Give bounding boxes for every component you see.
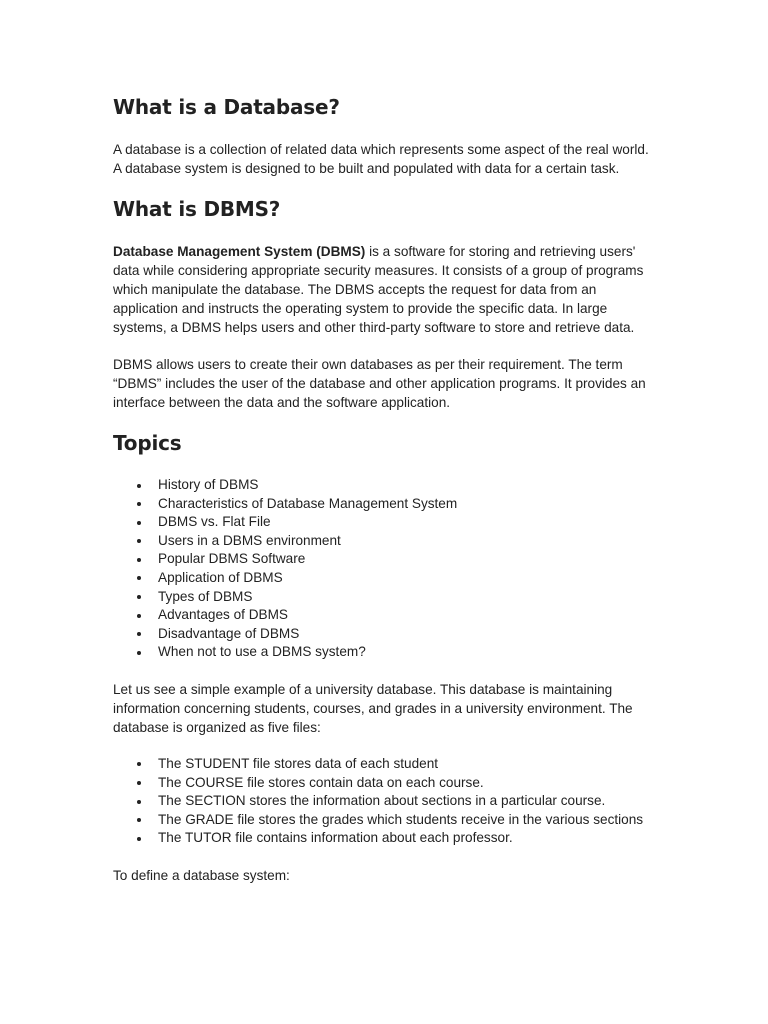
dbms-bold-term: Database Management System (DBMS)	[113, 244, 366, 259]
dbms-definition-text: is a software for storing and retrieving users' data while considering appropriate security measures. It consists of a group of programs which manipulate the database. The DBMS accepts the request for data from an application and instructs the operating system to provide the specific data. In large systems, a DBMS helps users and other third-party software to store and retrieve data.	[113, 244, 644, 335]
topics-list	[113, 476, 658, 662]
paragraph-university-example: Let us see a simple example of a university database. This database is maintaining information concerning students, courses, and grades in a university environment. The database is organized as five files:	[113, 681, 633, 735]
list-item: History of DBMS	[113, 476, 658, 495]
list-item: When not to use a DBMS system?	[113, 643, 658, 662]
list-item: Advantages of DBMS	[113, 606, 658, 625]
list-item: The COURSE file stores contain data on each course.	[113, 774, 658, 793]
list-item: The TUTOR file contains information about each professor.	[113, 829, 658, 848]
list-item: Application of DBMS	[113, 569, 658, 588]
list-item: Disadvantage of DBMS	[113, 625, 658, 644]
list-item: Popular DBMS Software	[113, 550, 658, 569]
list-item: Types of DBMS	[113, 588, 658, 607]
heading-what-is-database: What is a Database?	[113, 95, 340, 119]
list-item: Users in a DBMS environment	[113, 532, 658, 551]
list-item: DBMS vs. Flat File	[113, 513, 658, 532]
paragraph-database-definition: A database is a collection of related data which represents some aspect of the real world. A database system is designed to be built and populated with data for a certain task.	[113, 142, 649, 176]
paragraph-dbms-users: DBMS allows users to create their own databases as per their requirement. The term “DBMS” includes the user of the database and other application programs. It provides an interface between the data and the software application.	[113, 357, 646, 410]
list-item: Characteristics of Database Management System	[113, 495, 658, 514]
paragraph-dbms-definition	[113, 242, 658, 337]
list-item: The SECTION stores the information about sections in a particular course.	[113, 792, 658, 811]
files-list	[113, 755, 658, 848]
list-item: The GRADE file stores the grades which students receive in the various sections	[113, 811, 658, 830]
heading-topics: Topics	[113, 431, 182, 455]
paragraph-define-database-system: To define a database system:	[113, 867, 290, 883]
document-page	[113, 93, 658, 885]
list-item: The STUDENT file stores data of each student	[113, 755, 658, 774]
heading-what-is-dbms: What is DBMS?	[113, 197, 281, 221]
